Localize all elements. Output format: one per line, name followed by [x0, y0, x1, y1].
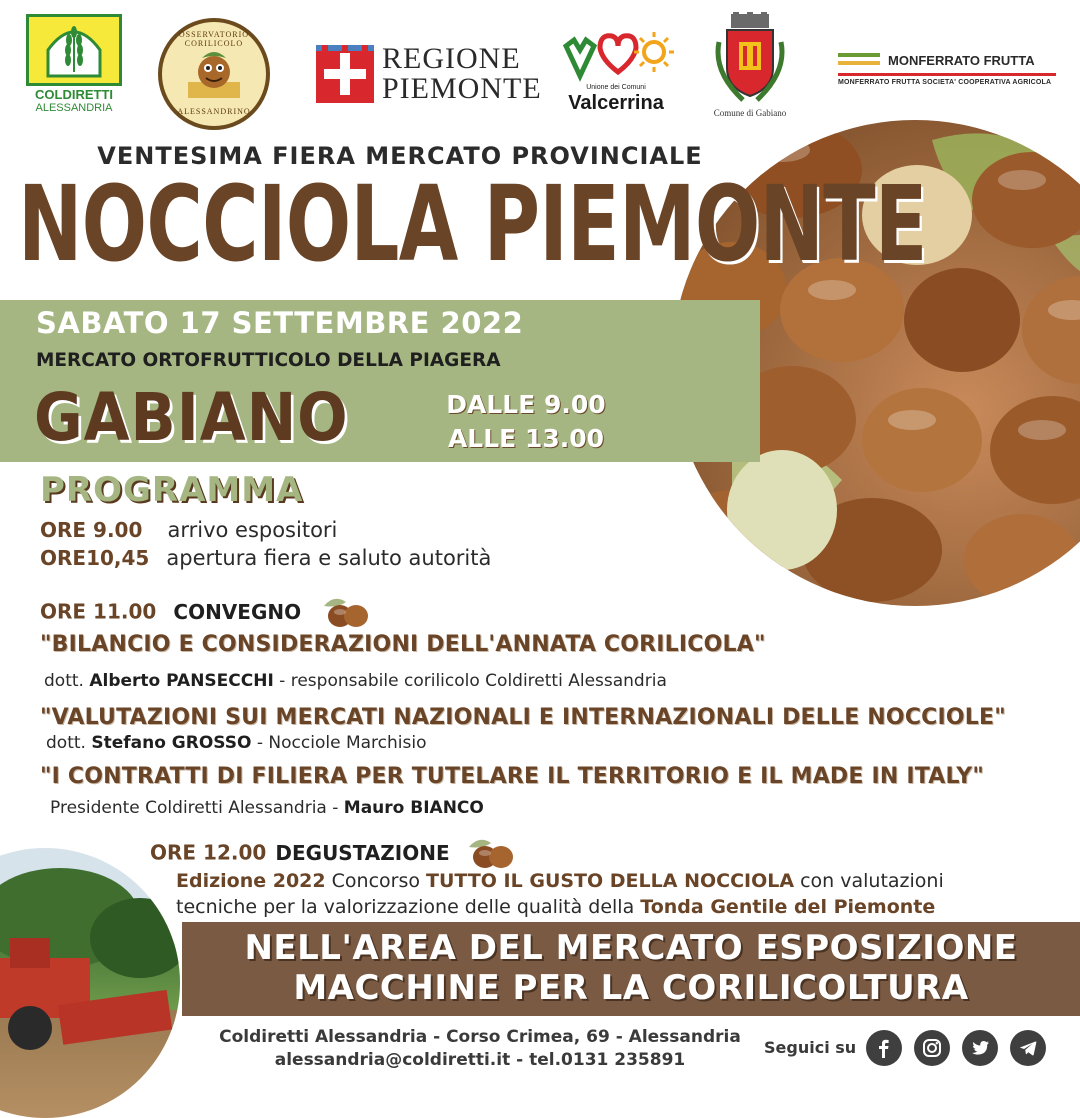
footer-address: Coldiretti Alessandria - Corso Crimea, 69 - Alessandria: [219, 1027, 741, 1047]
contest-name: TUTTO IL GUSTO DELLA NOCCIOLA: [426, 870, 795, 892]
osservatorio-top-text: OSSERVATORIO CORILICOLO: [178, 30, 250, 48]
degustazione-text: Concorso: [325, 870, 427, 892]
talk-speaker-role: - Nocciole Marchisio: [251, 733, 427, 753]
facebook-icon[interactable]: [866, 1030, 902, 1066]
talk-speaker-prefix: Presidente Coldiretti Alessandria -: [50, 798, 344, 818]
talk-speaker-name: Alberto PANSECCHI: [89, 671, 274, 691]
osservatorio-bottom-text: ALESSANDRINO: [177, 107, 251, 116]
degustazione-time: ORE 12.00: [150, 840, 267, 865]
talk-speaker: [50, 798, 484, 818]
piedmont-flag-icon: [316, 45, 374, 103]
programme-desc: arrivo espositori: [167, 518, 338, 542]
footer-email-phone: alessandria@coldiretti.it - tel.0131 235891: [274, 1050, 686, 1070]
talk-speaker-prefix: dott.: [46, 733, 92, 753]
talk-speaker: [44, 671, 667, 691]
hazelnut-icon: [320, 594, 372, 634]
valcerrina-name: Valcerrina: [568, 92, 664, 114]
follow-label: Seguici su: [764, 1038, 857, 1057]
programme-item: [40, 546, 491, 570]
monferrato-title: MONFERRATO FRUTTA: [888, 52, 1035, 68]
event-hours-from: DALLE 9.00: [446, 390, 606, 419]
event-venue: MERCATO ORTOFRUTTICOLO DELLA PIAGERA: [36, 350, 501, 371]
talk-speaker-name: Mauro BIANCO: [343, 798, 484, 818]
banner-line2: MACCHINE PER LA CORILICOLTURA: [293, 968, 969, 1008]
degustazione-edition: Edizione 2022: [176, 870, 326, 892]
talk-speaker-role: - responsabile corilicolo Coldiretti Alessandria: [273, 671, 667, 691]
regione-piemonte-logo: [316, 44, 542, 104]
event-hours-to: ALLE 13.00: [447, 424, 605, 453]
coldiretti-logo: [26, 14, 122, 114]
talk-title: "BILANCIO E CONSIDERAZIONI DELL'ANNATA CORILICOLA": [40, 632, 766, 657]
talk-speaker-prefix: dott.: [44, 671, 90, 691]
monferrato-frutta-logo: [838, 50, 1058, 86]
event-date: SABATO 17 SETTEMBRE 2022: [36, 306, 524, 340]
programme-title: PROGRAMMA: [40, 470, 304, 510]
telegram-icon[interactable]: [1010, 1030, 1046, 1066]
monferrato-sub: MONFERRATO FRUTTA SOCIETA' COOPERATIVA AGRICOLA: [838, 79, 1052, 86]
programme-time: ORE 9.00: [40, 518, 143, 542]
convegno-heading: [40, 594, 372, 634]
programme-item: [40, 518, 337, 542]
hazelnut-mascot-icon: [182, 42, 246, 106]
event-title: NOCCIOLA PIEMONTE: [18, 163, 927, 285]
talk-title: "VALUTAZIONI SUI MERCATI NAZIONALI E INTERNAZIONALI DELLE NOCCIOLE": [40, 705, 1006, 730]
tractor-photo: [0, 848, 180, 1118]
degustazione-description: [176, 868, 944, 920]
stripes-icon: [838, 50, 880, 70]
coldiretti-sub: ALESSANDRIA: [35, 102, 113, 114]
twitter-icon[interactable]: [962, 1030, 998, 1066]
event-town: GABIANO: [34, 379, 349, 456]
gabiano-crest-logo: [704, 12, 796, 118]
valcerrina-logo: [556, 26, 676, 114]
talk-speaker-name: Stefano GROSSO: [91, 733, 252, 753]
degustazione-text: con valutazioni: [794, 870, 944, 892]
crest-icon: [713, 12, 787, 106]
wheat-icon: [26, 14, 122, 86]
monferrato-divider: [838, 73, 1056, 76]
event-subtitle: VENTESIMA FIERA MERCATO PROVINCIALE: [97, 142, 703, 170]
convegno-time: ORE 11.00: [40, 599, 157, 624]
regione-line2: PIEMONTE: [382, 72, 542, 105]
gabiano-label: Comune di Gabiano: [713, 108, 787, 118]
degustazione-text: tecniche per la valorizzazione delle qualità della: [176, 896, 641, 918]
hearts-sun-icon: [558, 26, 674, 84]
instagram-icon[interactable]: [914, 1030, 950, 1066]
regione-line1: REGIONE: [382, 42, 521, 75]
degustazione-label: DEGUSTAZIONE: [275, 840, 450, 865]
banner-line1: NELL'AREA DEL MERCATO ESPOSIZIONE: [244, 928, 1018, 968]
exhibition-banner-text: [182, 928, 1080, 1008]
valcerrina-small: Unione dei Comuni: [586, 84, 646, 91]
talk-title: "I CONTRATTI DI FILIERA PER TUTELARE IL TERRITORIO E IL MADE IN ITALY": [40, 764, 985, 789]
hazelnut-variety: Tonda Gentile del Piemonte: [640, 896, 936, 918]
event-hours: [420, 388, 632, 456]
convegno-label: CONVEGNO: [173, 599, 302, 624]
coldiretti-name: COLDIRETTI: [35, 87, 113, 102]
osservatorio-logo: [158, 18, 270, 130]
talk-speaker: [46, 733, 426, 753]
footer-contact: [200, 1026, 760, 1072]
programme-desc: apertura fiera e saluto autorità: [166, 546, 492, 570]
programme-time: ORE10,45: [40, 546, 150, 570]
